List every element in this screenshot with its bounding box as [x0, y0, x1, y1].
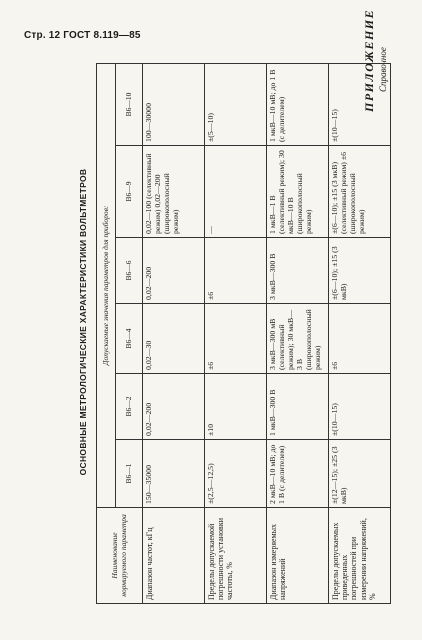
table-row	[329, 63, 391, 603]
table-cell: 100—30000	[143, 63, 205, 145]
row-param-label: Пределы допускаемых приведенных погрешностей при измерении напряжений, %	[329, 508, 391, 604]
appendix-title: ПРИЛОЖЕНИЕ	[362, 8, 376, 112]
device-header: В6—1	[116, 440, 143, 508]
group-column-header: Допускаемые значения параметров для приборов:	[97, 63, 116, 507]
table-cell: ±6	[205, 238, 267, 304]
table-cell: ±(10—15)	[329, 63, 391, 145]
table-cell: ±6	[205, 304, 267, 374]
table-cell: 1 мкВ—10 мВ; до 1 В (с делителем)	[267, 63, 329, 145]
param-column-header: Наименование нормируемого параметра	[97, 508, 143, 604]
appendix-subtitle: Справочное	[378, 47, 388, 92]
row-param-label: Диапазон измеряемых напряжений	[267, 508, 329, 604]
table-cell: ±(6—10); ±15 (3 мкВ) (селективный режим) ±6 (широкополосный режим)	[329, 146, 391, 238]
device-header: В6—10	[116, 63, 143, 145]
device-header: В6—9	[116, 146, 143, 238]
page-header: Стр. 12 ГОСТ 8.119—85	[24, 30, 141, 41]
table-cell: 1 мкВ—300 В	[267, 374, 329, 440]
table-cell: ±(6—10); ±15 (3 мкВ)	[329, 238, 391, 304]
device-header: В6—6	[116, 238, 143, 304]
table-cell: ±6	[329, 304, 391, 374]
voltmeter-characteristics-table	[96, 63, 391, 604]
table-cell: 0,02—100 (селективный режим) 0,02—200 (широкополосный режим)	[143, 146, 205, 238]
table-cell: ±(5—10)	[205, 63, 267, 145]
table-cell: 3 мкВ—300 мВ (селективный режим); 30 мкВ—3 В (широкополосный режим)	[267, 304, 329, 374]
table-cell: 3 мкВ—300 В	[267, 238, 329, 304]
row-param-label: Пределы допускаемой погрешности установки частоты, %	[205, 508, 267, 604]
table-row	[267, 63, 329, 603]
device-header: В6—4	[116, 304, 143, 374]
table-cell: 2 мкВ—10 мВ; до 1 В (с делителем)	[267, 440, 329, 508]
table-cell: ±10	[205, 374, 267, 440]
table-title: ОСНОВНЫЕ МЕТРОЛОГИЧЕСКИЕ ХАРАКТЕРИСТИКИ ВОЛЬТМЕТРОВ	[78, 168, 88, 476]
device-header: В6—2	[116, 374, 143, 440]
table-cell: ±(2,5—12,5)	[205, 440, 267, 508]
table-cell: 0,02—200	[143, 238, 205, 304]
table-cell: 150—35000	[143, 440, 205, 508]
table-cell: ±(10—15)	[329, 374, 391, 440]
table-cell: —	[205, 146, 267, 238]
table-row	[205, 63, 267, 603]
row-param-label: Диапазон частот, кГц	[143, 508, 205, 604]
table-row	[143, 63, 205, 603]
table-cell: ±(12—15); ±25 (3 мкВ)	[329, 440, 391, 508]
table-cell: 1 мкВ—1 В (селективный режим); 30 мкВ—10 В (широкополосный режим)	[267, 146, 329, 238]
table-cell: 0,02—30	[143, 304, 205, 374]
table-cell: 0,02—200	[143, 374, 205, 440]
